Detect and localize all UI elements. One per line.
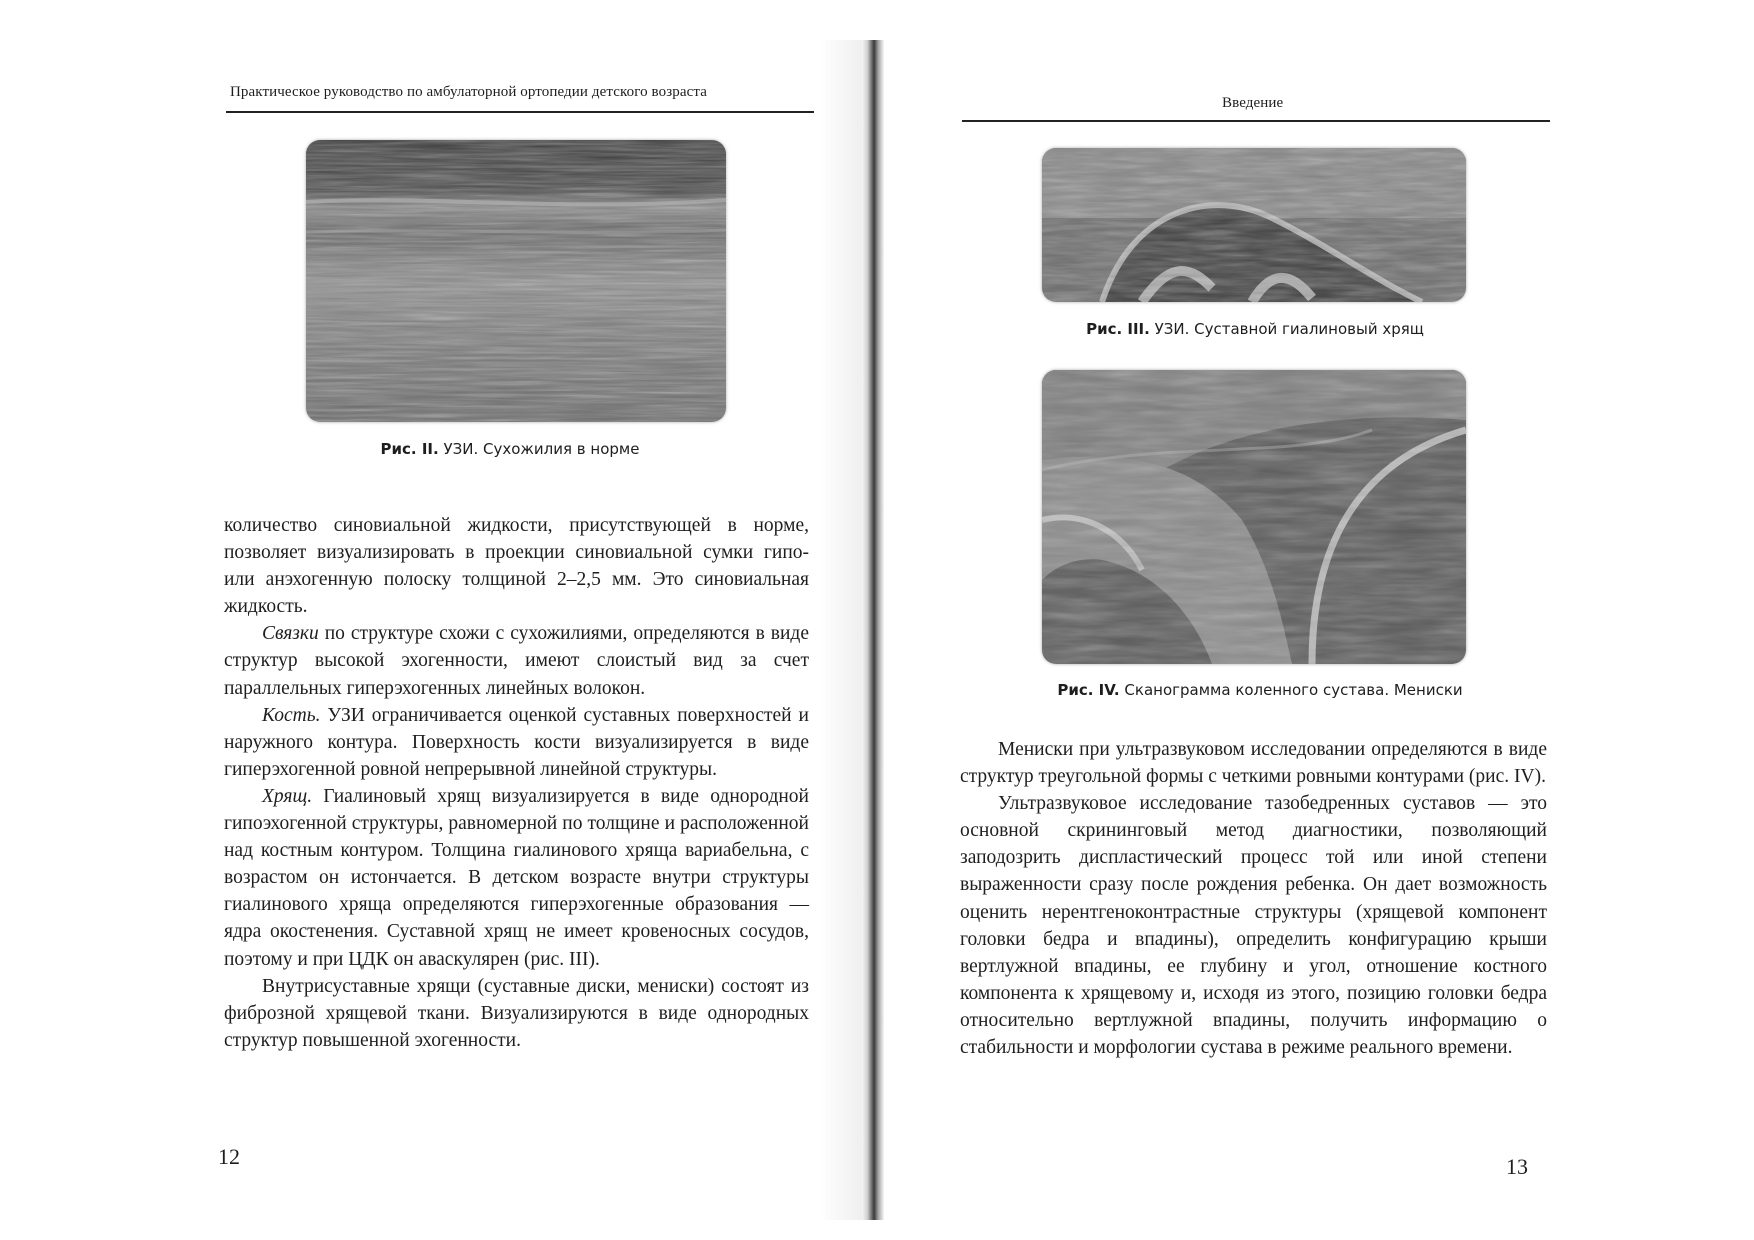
right-page xyxy=(870,0,1754,1240)
figure-caption-text: УЗИ. Суставной гиалиновый хрящ xyxy=(1154,320,1424,338)
ultrasound-image-tendon xyxy=(306,140,726,422)
paragraph: Внутрисуставные хрящи (суставные диски, мениски) состоят из фиброзной хрящевой ткани. Визуализируются в виде однородных структур повышенной эхогенности. xyxy=(224,975,809,1051)
figure-caption xyxy=(1020,681,1500,699)
header-rule xyxy=(226,111,814,113)
ultrasound-image-cartilage xyxy=(1042,148,1466,302)
figure-label: Рис. IV. xyxy=(1057,681,1120,699)
body-text xyxy=(224,512,809,1054)
paragraph: количество синовиальной жидкости, присутствующей в норме, позволяет визуализировать в проекции синовиальной сумки гипо- или анэхогенную полоску толщиной 2–2,5 мм. Это синовиальная жидкость. xyxy=(224,515,809,618)
tendon-ultrasound-graphic xyxy=(306,140,726,422)
figure-caption-text: Сканограмма коленного сустава. Мениски xyxy=(1124,681,1463,699)
page-number: 13 xyxy=(1506,1154,1528,1179)
header-rule xyxy=(962,120,1550,122)
paragraph: Мениски при ультразвуковом исследовании определяются в виде структур треугольной формы с четкими ровными контурами (рис. IV). xyxy=(960,739,1547,788)
figure-label: Рис. II. xyxy=(380,440,439,458)
figure-caption xyxy=(1030,320,1480,338)
paragraph: Хрящ. Гиалиновый хрящ визуализируется в виде однородной гипоэхогенной структуры, равномерной по толщине и расположенной над костным контуром. Толщина гиалинового хряща вариабельна, с возрастом он истончается. В детском возрасте внутри структуры гиалинового хряща определяются гиперэхогенные образования — ядра окостенения. Суставной хрящ не имеет кровеносных сосудов, поэтому и при ЦДК он аваскулярен (рис. III). xyxy=(224,785,809,970)
body-text xyxy=(960,736,1547,1061)
knee-ultrasound-graphic xyxy=(1042,370,1466,664)
running-head: Практическое руководство по амбулаторной ортопедии детского возраста xyxy=(230,84,707,100)
left-page xyxy=(0,0,870,1240)
paragraph: Связки по структуре схожи с сухожилиями, определяются в виде структур высокой эхогенности, имеют слоистый вид за счет параллельных гиперэхогенных линейных волокон. xyxy=(224,623,809,699)
paragraph: Кость. УЗИ ограничивается оценкой суставных поверхностей и наружного контура. Поверхность кости визуализируется в виде гиперэхогенной ровной непрерывной линейной структуры. xyxy=(224,704,809,780)
ultrasound-image-knee xyxy=(1042,370,1466,664)
paragraph: Ультразвуковое исследование тазобедренных суставов — это основной скрининговый метод диагностики, позволяющий заподозрить диспластический процесс той или иной степени выраженности сразу после рождения ребенка. Он дает возможность оценить нерентгеноконтрастные структуры (хрящевой компонент головки бедра и впадины), определить конфигурацию крыши вертлужной впадины, ее глубину и угол, отношение костного компонента к хрящевому и, исходя из этого, позицию головки бедра относительно вертлужной впадины, получить информацию о стабильности и морфологии сустава в режиме реального времени. xyxy=(960,793,1547,1059)
figure-caption xyxy=(300,440,720,458)
figure-caption-text: УЗИ. Сухожилия в норме xyxy=(443,440,640,458)
cartilage-ultrasound-graphic xyxy=(1042,148,1466,302)
page-number: 12 xyxy=(218,1144,240,1169)
running-head: Введение xyxy=(1222,95,1284,111)
figure-label: Рис. III. xyxy=(1086,320,1150,338)
